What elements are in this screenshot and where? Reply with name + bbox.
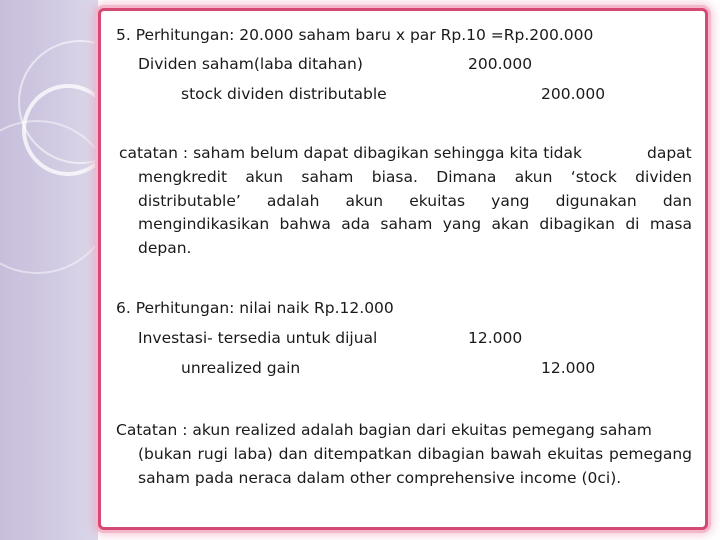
section5-credit-account: stock dividen distributable — [181, 85, 387, 103]
section6-heading: 6. Perhitungan: nilai naik Rp.12.000 — [116, 299, 394, 317]
section5-debit-account: Dividen saham(laba ditahan) — [138, 55, 363, 73]
section5-debit-amount: 200.000 — [468, 55, 533, 73]
section5-heading: 5. Perhitungan: 20.000 saham baru x par Rp.10 =Rp.200.000 — [116, 26, 594, 44]
section6-debit-account: Investasi- tersedia untuk dijual — [138, 329, 378, 347]
section5-note-first-line: catatan : saham belum dapat dibagikan sehingga kita tidak — [119, 144, 582, 162]
section6-debit-amount: 12.000 — [468, 329, 523, 347]
section6-credit-amount: 12.000 — [541, 359, 596, 377]
section6-note-first-line: Catatan : akun realized adalah bagian dari ekuitas pemegang saham — [116, 421, 652, 439]
section6-note-body: (bukan rugi laba) dan ditempatkan dibagian bawah ekuitas pemegang saham pada neraca dalam other comprehensive income (0ci). — [138, 445, 692, 487]
decorative-circle — [0, 120, 98, 274]
section5-credit-amount: 200.000 — [541, 85, 606, 103]
section5-note-first-line-end: dapat — [647, 144, 692, 162]
section5-note-body: mengkredit akun saham biasa. Dimana akun ‘stock dividen distributable’ adalah akun ekuitas yang digunakan dan mengindikasikan bahwa ada saham yang akan dibagikan di masa depan. — [138, 168, 692, 257]
decorative-sidebar — [0, 0, 98, 540]
slide-content-frame — [98, 8, 708, 530]
section6-credit-account: unrealized gain — [181, 359, 301, 377]
